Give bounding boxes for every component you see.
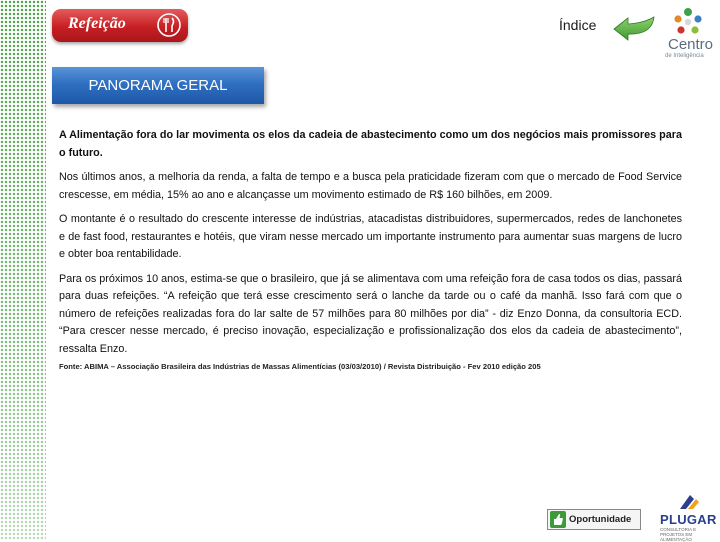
paragraph-4: Para os próximos 10 anos, estima-se que o brasileiro, que já se alimentava com uma refeição fora de casa todos os dias, passará para duas refeições. “A refeição que terá esse crescimento será o lanche da tarde ou o café da manhã. Isso fará com que o número de refeições realizadas fora do lar salte de 57 milhões para 80 milhões por dia” - diz Enzo Donna, da consultoria ECD. “Para crescer nesse mercado, é preciso inovação, especialização e profissionalização dos elos da cadeia de abastecimento”, ressalta Enzo. [59, 272, 682, 355]
section-badge-label: Refeição [68, 15, 126, 32]
plugar-logo-icon [676, 493, 702, 511]
section-badge-refeicao [52, 9, 188, 42]
logo-name: Centro [668, 36, 714, 53]
dot-border-fade [0, 0, 46, 540]
paragraph-3: O montante é o resultado do crescente interesse de indústrias, atacadistas distribuidores, supermercados, redes de lanchonetes e de fast food, restaurantes e hotéis, que viram nesse mercado um importante instrumento para aumentar suas margens de lucro e obter boa rentabilidade. [59, 213, 682, 260]
back-arrow-icon[interactable] [612, 15, 658, 41]
cutlery-icon [156, 12, 182, 38]
index-link[interactable]: Índice [559, 17, 597, 33]
logo-tagline: de Inteligência [665, 53, 704, 59]
opportunity-label: Oportunidade [569, 514, 632, 525]
article-body [59, 127, 682, 365]
source-citation: Fonte: ABIMA – Associação Brasileira das Indústrias de Massas Alimentícias (03/03/2010) / Revista Distribuição - Fev 2010 edição 205 [59, 362, 541, 371]
brand-tagline: CONSULTORIA E PROJETOS EM ALIMENTAÇÃO [660, 527, 697, 542]
paragraph-intro: A Alimentação fora do lar movimenta os elos da cadeia de abastecimento como um dos negócios mais promissores para o futuro. [59, 129, 682, 159]
paragraph-2: Nos últimos anos, a melhoria da renda, a falta de tempo e a busca pela praticidade fizeram com que o mercado de Food Service crescesse, em média, 15% ao ano e alcançasse um movimento estimado de R$ 160 bilhões, em 2009. [59, 171, 682, 201]
section-title: PANORAMA GERAL [52, 67, 264, 104]
brand-name: PLUGAR [660, 512, 717, 527]
thumbs-up-icon [550, 511, 566, 528]
opportunity-button[interactable] [547, 509, 641, 530]
